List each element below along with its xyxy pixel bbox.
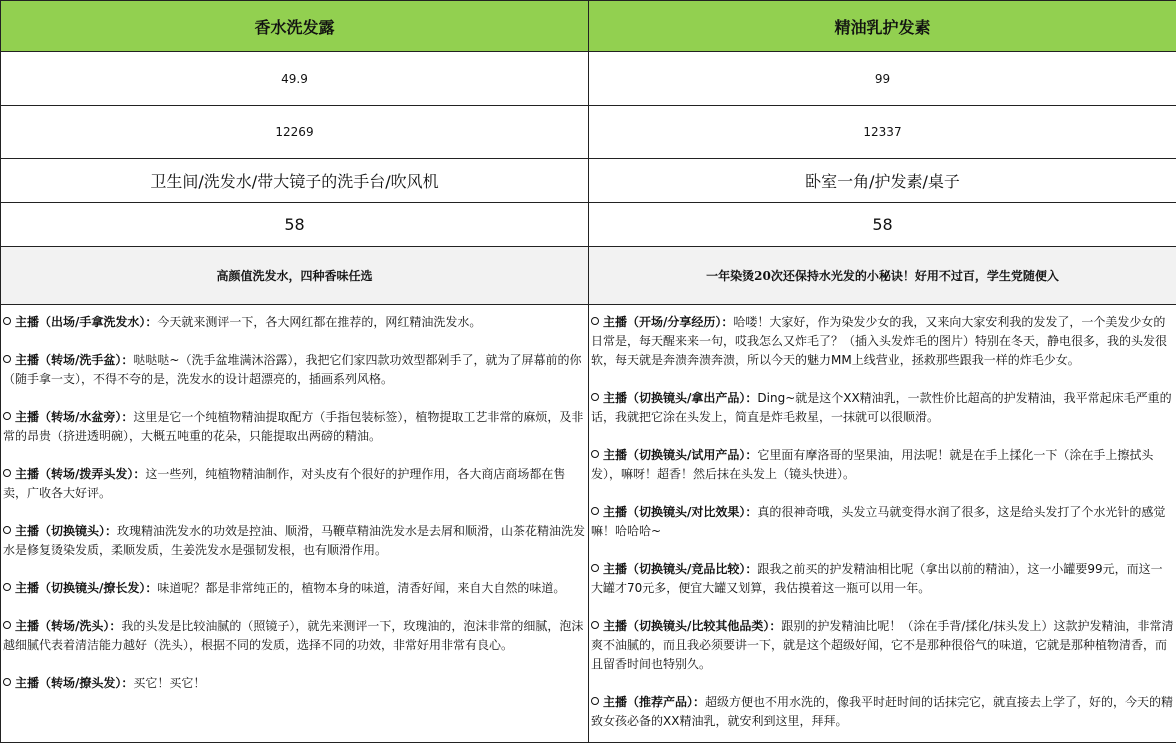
script-line bbox=[1, 579, 588, 598]
script-text: 真的很神奇哦，头发立马就变得水润了很多，这是给头发打了个水光针的感觉嘛！哈哈哈~ bbox=[591, 505, 1165, 538]
speaker-cue: 主播（切换镜头）： bbox=[15, 524, 117, 538]
circle-bullet-icon bbox=[591, 697, 599, 705]
sales-cell: 12337 bbox=[589, 106, 1176, 159]
circle-bullet-icon bbox=[591, 317, 599, 325]
script-text: 今天就来测评一下，各大网红都在推荐的，网红精油洗发水。 bbox=[157, 315, 481, 329]
script-text: 跟我之前买的护发精油相比呢（拿出以前的精油），这一小罐要99元，而这一大罐才70元多，便宜大罐又划算，我估摸着这一瓶可以用一年。 bbox=[591, 562, 1163, 595]
speaker-cue: 主播（切换镜头/竞品比较）： bbox=[603, 562, 757, 576]
speaker-cue: 主播（转场/洗头）： bbox=[15, 619, 121, 633]
script-text: 跟别的护发精油比呢！（涂在手背/揉化/抹头发上）这款护发精油，非常清爽不油腻的，而且我必须要讲一下，就是这个超级好闻，它不是那种很俗气的味道，它就是那种植物清香，而且留香时间也特别久。 bbox=[591, 619, 1173, 671]
header-row bbox=[1, 1, 1176, 52]
circle-bullet-icon bbox=[3, 583, 11, 591]
script-line bbox=[589, 693, 1176, 731]
script-cell bbox=[1, 305, 589, 743]
video-title-cell: 一年染烫20次还保持水光发的小秘诀！好用不过百，学生党随便入 bbox=[589, 247, 1176, 305]
circle-bullet-icon bbox=[3, 317, 11, 325]
script-text: 味道呢？都是非常纯正的，植物本身的味道，清香好闻，来自大自然的味道。 bbox=[157, 581, 565, 595]
circle-bullet-icon bbox=[591, 564, 599, 572]
script-row bbox=[1, 305, 1176, 743]
sales-row bbox=[1, 106, 1176, 159]
script-line bbox=[589, 560, 1176, 598]
duration-cell: 58 bbox=[1, 203, 589, 247]
scene-cell: 卧室一角/护发素/桌子 bbox=[589, 159, 1176, 203]
video-title-cell: 高颜值洗发水，四种香味任选 bbox=[1, 247, 589, 305]
script-line bbox=[589, 446, 1176, 484]
script-line bbox=[1, 408, 588, 446]
speaker-cue: 主播（推荐产品）： bbox=[603, 695, 705, 709]
script-line bbox=[589, 503, 1176, 541]
script-text: 哈喽！大家好，作为染发少女的我，又来向大家安利我的发发了，一个美发少女的日常是，每天醒来来一句，哎我怎么又炸毛了？（插入头发炸毛的图片）特别在冬天，静电很多，我的头发很软，每天就是奔溃奔溃奔溃，所以今天的魅力MM上线营业，拯救那些跟我一样的炸毛少女。 bbox=[591, 315, 1167, 367]
circle-bullet-icon bbox=[3, 621, 11, 629]
circle-bullet-icon bbox=[3, 526, 11, 534]
circle-bullet-icon bbox=[3, 412, 11, 420]
circle-bullet-icon bbox=[3, 678, 11, 686]
script-line bbox=[1, 313, 588, 332]
speaker-cue: 主播（切换镜头/撩长发）： bbox=[15, 581, 157, 595]
script-text: 买它！买它！ bbox=[133, 676, 205, 690]
script-text: Ding~就是这个XX精油乳，一款性价比超高的护发精油，我平常起床毛严重的话，我就把它涂在头发上，简直是炸毛救星，一抹就可以很顺滑。 bbox=[591, 391, 1172, 424]
script-line bbox=[1, 351, 588, 389]
script-lines bbox=[1, 305, 588, 742]
script-text: 它里面有摩洛哥的坚果油，用法呢！就是在手上揉化一下（涂在手上擦拭头发），嘛呀！超香！然后抹在头发上（镜头快进）。 bbox=[591, 448, 1153, 481]
script-cell bbox=[589, 305, 1176, 743]
script-text: 这一些列，纯植物精油制作，对头皮有个很好的护理作用，各大商店商场都在售卖，广收各大好评。 bbox=[3, 467, 565, 500]
scene-row bbox=[1, 159, 1176, 203]
speaker-cue: 主播（开场/分享经历）： bbox=[603, 315, 733, 329]
duration-row bbox=[1, 203, 1176, 247]
sales-cell: 12269 bbox=[1, 106, 589, 159]
script-text: 我的头发是比较油腻的（照镜子），就先来测评一下，玫瑰油的，泡沫非常的细腻，泡沫越细腻代表着清洁能力越好（洗头），根据不同的发质，选择不同的功效，非常好用非常有良心。 bbox=[3, 619, 583, 652]
product-name-cell: 精油乳护发素 bbox=[589, 1, 1176, 52]
circle-bullet-icon bbox=[591, 393, 599, 401]
speaker-cue: 主播（转场/洗手盆）： bbox=[15, 353, 133, 367]
script-line bbox=[1, 465, 588, 503]
speaker-cue: 主播（切换镜头/试用产品）： bbox=[603, 448, 757, 462]
speaker-cue: 主播（切换镜头/比较其他品类）： bbox=[603, 619, 781, 633]
price-cell: 99 bbox=[589, 52, 1176, 106]
speaker-cue: 主播（转场/水盆旁）： bbox=[15, 410, 133, 424]
script-line bbox=[589, 313, 1176, 370]
speaker-cue: 主播（转场/撩头发）： bbox=[15, 676, 133, 690]
price-row bbox=[1, 52, 1176, 106]
product-name-cell: 香水洗发露 bbox=[1, 1, 589, 52]
script-line bbox=[1, 522, 588, 560]
circle-bullet-icon bbox=[3, 469, 11, 477]
price-cell: 49.9 bbox=[1, 52, 589, 106]
circle-bullet-icon bbox=[591, 621, 599, 629]
speaker-cue: 主播（切换镜头/拿出产品）： bbox=[603, 391, 757, 405]
circle-bullet-icon bbox=[3, 355, 11, 363]
script-line bbox=[589, 389, 1176, 427]
script-line bbox=[589, 617, 1176, 674]
script-line bbox=[1, 617, 588, 655]
speaker-cue: 主播（转场/拨弄头发）： bbox=[15, 467, 145, 481]
video-title-row bbox=[1, 247, 1176, 305]
circle-bullet-icon bbox=[591, 450, 599, 458]
script-text: 哒哒哒~（洗手盆堆满沐浴露），我把它们家四款功效型都剁手了，就为了屏幕前的你（随手拿一支），不得不夸的是，洗发水的设计超漂亮的，插画系列风格。 bbox=[3, 353, 581, 386]
speaker-cue: 主播（切换镜头/对比效果）： bbox=[603, 505, 757, 519]
scene-cell: 卫生间/洗发水/带大镜子的洗手台/吹风机 bbox=[1, 159, 589, 203]
script-line bbox=[1, 674, 588, 693]
script-text: 这里是它一个纯植物精油提取配方（手指包装标签），植物提取工艺非常的麻烦，及非常的昂贵（挤进透明碗），大概五吨重的花朵，只能提取出两磅的精油。 bbox=[3, 410, 583, 443]
speaker-cue: 主播（出场/手拿洗发水）： bbox=[15, 315, 157, 329]
script-text: 玫瑰精油洗发水的功效是控油、顺滑，马鞭草精油洗发水是去屑和顺滑，山茶花精油洗发水是修复烫染发质，柔顺发质，生姜洗发水是强韧发根，也有顺滑作用。 bbox=[3, 524, 585, 557]
circle-bullet-icon bbox=[591, 507, 599, 515]
duration-cell: 58 bbox=[589, 203, 1176, 247]
script-lines bbox=[589, 305, 1176, 742]
script-text: 超级方便也不用水洗的，像我平时赶时间的话抹完它，就直接去上学了，好的，今天的精致女孩必备的XX精油乳，就安利到这里，拜拜。 bbox=[591, 695, 1173, 728]
